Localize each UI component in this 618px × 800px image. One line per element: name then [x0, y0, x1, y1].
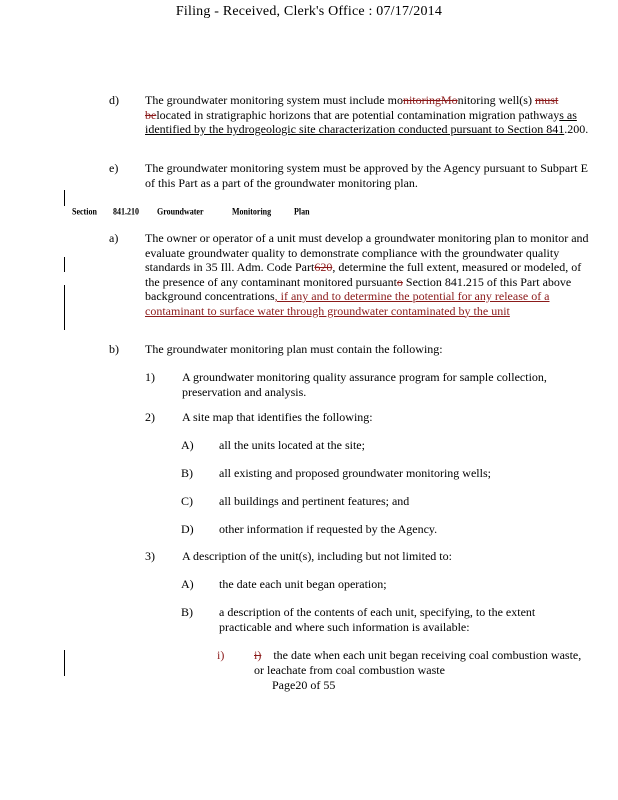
- item-d-strike2: must be: [145, 93, 559, 122]
- revision-bar: [64, 650, 65, 676]
- section-title-word3: Plan: [294, 206, 310, 217]
- item-b3B-text: a description of the contents of each unit, specifying, to the extent practicable and where such information is available:: [219, 605, 536, 634]
- page-footer: Page20 of 55: [272, 678, 336, 692]
- item-a-strike2: o: [396, 274, 403, 289]
- item-d-part3: located in stratigraphic horizons that are potential contamination migration pathway: [156, 107, 560, 122]
- item-d-part2: nitoring well(s): [457, 93, 532, 107]
- item-d-strike1: nitoringMo: [402, 93, 458, 107]
- item-a-label: a): [109, 231, 119, 245]
- revision-bar: [64, 257, 65, 272]
- item-b3B-label: B): [181, 605, 193, 619]
- item-b2-label: 2): [145, 410, 155, 424]
- revision-bar: [64, 285, 65, 330]
- item-b2B-text: all existing and proposed groundwater monitoring wells;: [219, 466, 491, 480]
- item-d-inserted: s as identified by the hydrogeologic site characterization conducted pursuant to Section 841: [145, 107, 577, 136]
- item-a-inserted: , if any and to determine the potential for any release of a contaminant to surface water through groundwater contaminated by the unit: [145, 289, 550, 318]
- item-b-label: b): [109, 342, 119, 356]
- item-b3A-text: the date each unit began operation;: [219, 577, 387, 591]
- item-a-text: [145, 231, 595, 318]
- item-b2D-text: other information if requested by the Agency.: [219, 522, 438, 536]
- section-number: 841.210: [113, 206, 139, 217]
- revision-bar: [64, 190, 65, 206]
- item-e-label: e): [109, 161, 119, 175]
- item-b2C-label: C): [181, 494, 193, 508]
- section-label: Section: [72, 206, 97, 217]
- item-b3Bi-label: i): [217, 648, 225, 662]
- item-d-part4: .200.: [564, 122, 589, 136]
- section-title-word2: Monitoring: [232, 206, 272, 217]
- item-a-strike1: 620: [314, 260, 333, 274]
- item-d-part1: The groundwater monitoring system must include mo: [145, 93, 403, 107]
- item-b2A-text: all the units located at the site;: [219, 438, 365, 452]
- item-b2-text: A site map that identifies the following:: [182, 410, 373, 424]
- item-b2C-text: all buildings and pertinent features; and: [219, 494, 410, 508]
- item-a-part2: , determine the full extent, measured or modeled, of the presence of any contaminant monitored pursuant: [145, 260, 582, 289]
- item-b3-label: 3): [145, 549, 155, 563]
- item-b2B-label: B): [181, 466, 193, 480]
- item-d-text: [145, 93, 595, 137]
- filing-header: Filing - Received, Clerk's Office : 07/17/2014: [175, 4, 443, 19]
- item-b3A-label: A): [181, 577, 194, 591]
- section-title-word1: Groundwater: [157, 206, 204, 217]
- item-b2A-label: A): [181, 438, 194, 452]
- item-b3-text: A description of the unit(s), including but not limited to:: [182, 549, 452, 563]
- item-b1-label: 1): [145, 370, 155, 384]
- item-b3Bi-strike: i): [254, 648, 262, 662]
- item-b3Bi-body: the date when each unit began receiving coal combustion waste, or leachate from coal combustion waste: [254, 648, 582, 677]
- item-e-text: The groundwater monitoring system must be approved by the Agency pursuant to Subpart E of this Part as a part of the groundwater monitoring plan.: [145, 161, 588, 190]
- item-b1-text: A groundwater monitoring quality assurance program for sample collection, preservation and analysis.: [182, 370, 547, 399]
- item-b3Bi-text: [254, 648, 584, 677]
- item-b2D-label: D): [181, 522, 194, 536]
- item-b-text: The groundwater monitoring plan must contain the following:: [145, 342, 443, 356]
- item-a-part1: The owner or operator of a unit must develop a groundwater monitoring plan to monitor and evaluate groundwater quality to demonstrate compliance with the groundwater quality standards in 35 Ill. Adm. Code Part: [145, 231, 589, 274]
- item-a-part3: Section 841.215 of this Part above background concentrations: [145, 274, 572, 303]
- item-d-label: d): [109, 93, 119, 107]
